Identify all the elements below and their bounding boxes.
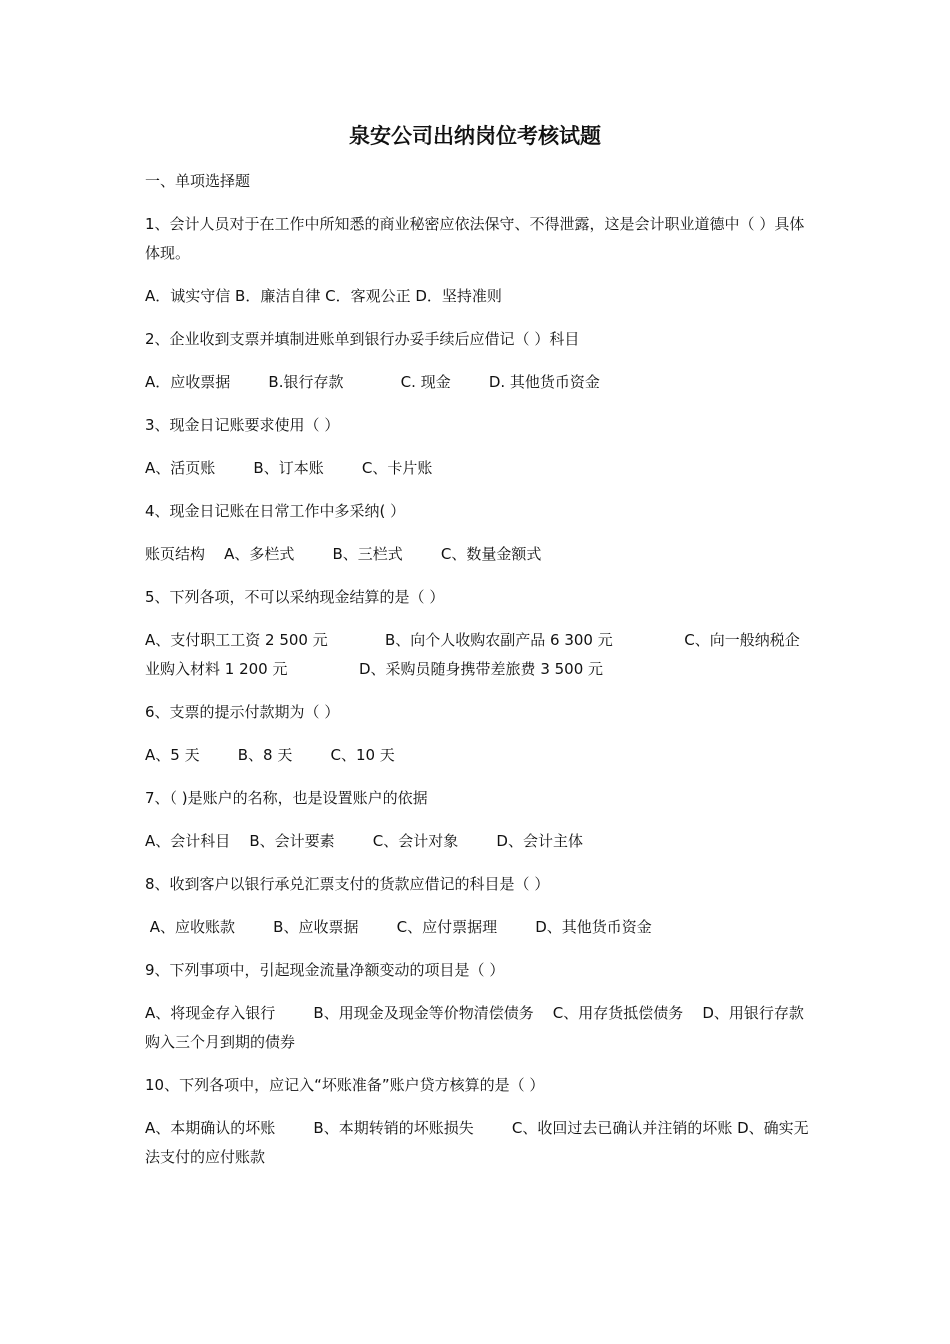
section-heading: 一、单项选择题 (145, 172, 251, 190)
question-8: 8、收到客户以银行承兑汇票支付的货款应借记的科目是（ ） (145, 875, 550, 893)
question-5-options: A、支付职工工资 2 500 元 B、向个人收购农副产品 6 300 元 C、向一般纳税企业购入材料 1 200 元 D、采购员随身携带差旅费 3 500 元 (145, 631, 800, 678)
question-10-options: A、本期确认的坏账 B、本期转销的坏账损失 C、收回过去已确认并注销的坏账 D、确实无法支付的应付账款 (145, 1119, 809, 1166)
question-6: 6、支票的提示付款期为（ ） (145, 703, 340, 721)
question-5: 5、下列各项，不可以采纳现金结算的是（ ） (145, 588, 445, 606)
question-10: 10、下列各项中，应记入“坏账准备”账户贷方核算的是（ ） (145, 1076, 545, 1094)
question-2: 2、企业收到支票并填制进账单到银行办妥手续后应借记（ ）科目 (145, 330, 580, 348)
question-4-options: 账页结构 A、多栏式 B、三栏式 C、数量金额式 (145, 545, 542, 563)
question-1-options: A．诚实守信 B．廉洁自律 C．客观公正 D．坚持准则 (145, 287, 502, 305)
question-9-options: A、将现金存入银行 B、用现金及现金等价物清偿债务 C、用存货抵偿债务 D、用银行存款购入三个月到期的债券 (145, 1004, 804, 1051)
question-7: 7、（ )是账户的名称，也是设置账户的依据 (145, 789, 428, 807)
question-1: 1、会计人员对于在工作中所知悉的商业秘密应依法保守、不得泄露，这是会计职业道德中（ ）具体体现。 (145, 215, 805, 262)
question-4: 4、现金日记账在日常工作中多采纳( ） (145, 502, 406, 520)
question-6-options: A、5 天 B、8 天 C、10 天 (145, 746, 395, 764)
question-7-options: A、会计科目 B、会计要素 C、会计对象 D、会计主体 (145, 832, 583, 850)
question-8-options: A、应收账款 B、应收票据 C、应付票据理 D、其他货币资金 (145, 918, 652, 936)
document-body (145, 167, 813, 1186)
question-3: 3、现金日记账要求使用（ ） (145, 416, 340, 434)
question-3-options: A、活页账 B、订本账 C、卡片账 (145, 459, 433, 477)
page-title: 泉安公司出纳岗位考核试题 (349, 123, 601, 148)
question-2-options: A．应收票据 B.银行存款 C. 现金 D. 其他货币资金 (145, 373, 600, 391)
question-9: 9、下列事项中，引起现金流量净额变动的项目是（ ） (145, 961, 505, 979)
